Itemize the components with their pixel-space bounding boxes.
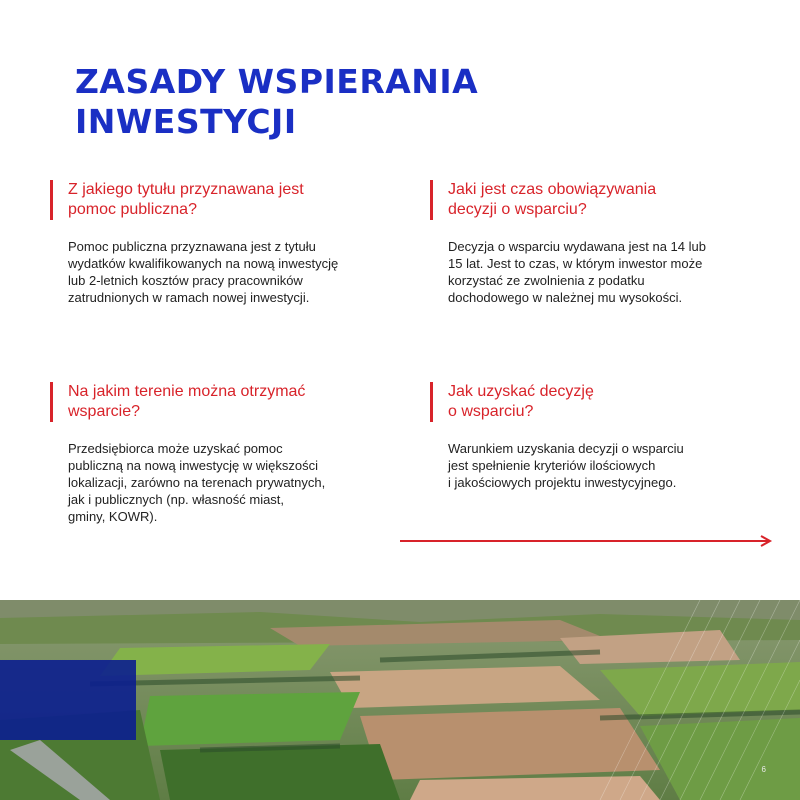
page-title: ZASADY WSPIERANIA INWESTYCJI [75, 62, 479, 141]
faq-question: Z jakiego tytułu przyznawana jest pomoc publiczna? [50, 180, 368, 220]
aerial-landscape-image [0, 600, 800, 800]
page-number: 6 [761, 765, 766, 774]
faq-item [68, 382, 368, 525]
faq-answer: Pomoc publiczna przyznawana jest z tytułu wydatków kwalifikowanych na nową inwestycję lub 2-letnich kosztów pracy pracowników zatrudnionych w ramach nowej inwestycji. [68, 239, 339, 305]
faq-question: Na jakim terenie można otrzymać wsparcie? [50, 382, 368, 422]
faq-item [448, 180, 748, 306]
faq-answer: Przedsiębiorca może uzyskać pomoc publiczną na nową inwestycję w większości lokalizacji, zarówno na terenach prywatnych, jak i publicznych (np. własność miast, gminy, KOWR). [68, 441, 326, 524]
arrow-right-icon [400, 534, 775, 548]
faq-answer: Decyzja o wsparciu wydawana jest na 14 lub 15 lat. Jest to czas, w którym inwestor może korzystać ze zwolnienia z podatku dochodowego w należnej mu wysokości. [448, 239, 706, 305]
faq-question: Jak uzyskać decyzję o wsparciu? [430, 382, 748, 422]
faq-answer: Warunkiem uzyskania decyzji o wsparciu jest spełnienie kryteriów ilościowych i jakościowych projektu inwestycyjnego. [448, 441, 684, 490]
faq-item [448, 382, 748, 491]
faq-question: Jaki jest czas obowiązywania decyzji o wsparciu? [430, 180, 748, 220]
faq-item [68, 180, 368, 306]
